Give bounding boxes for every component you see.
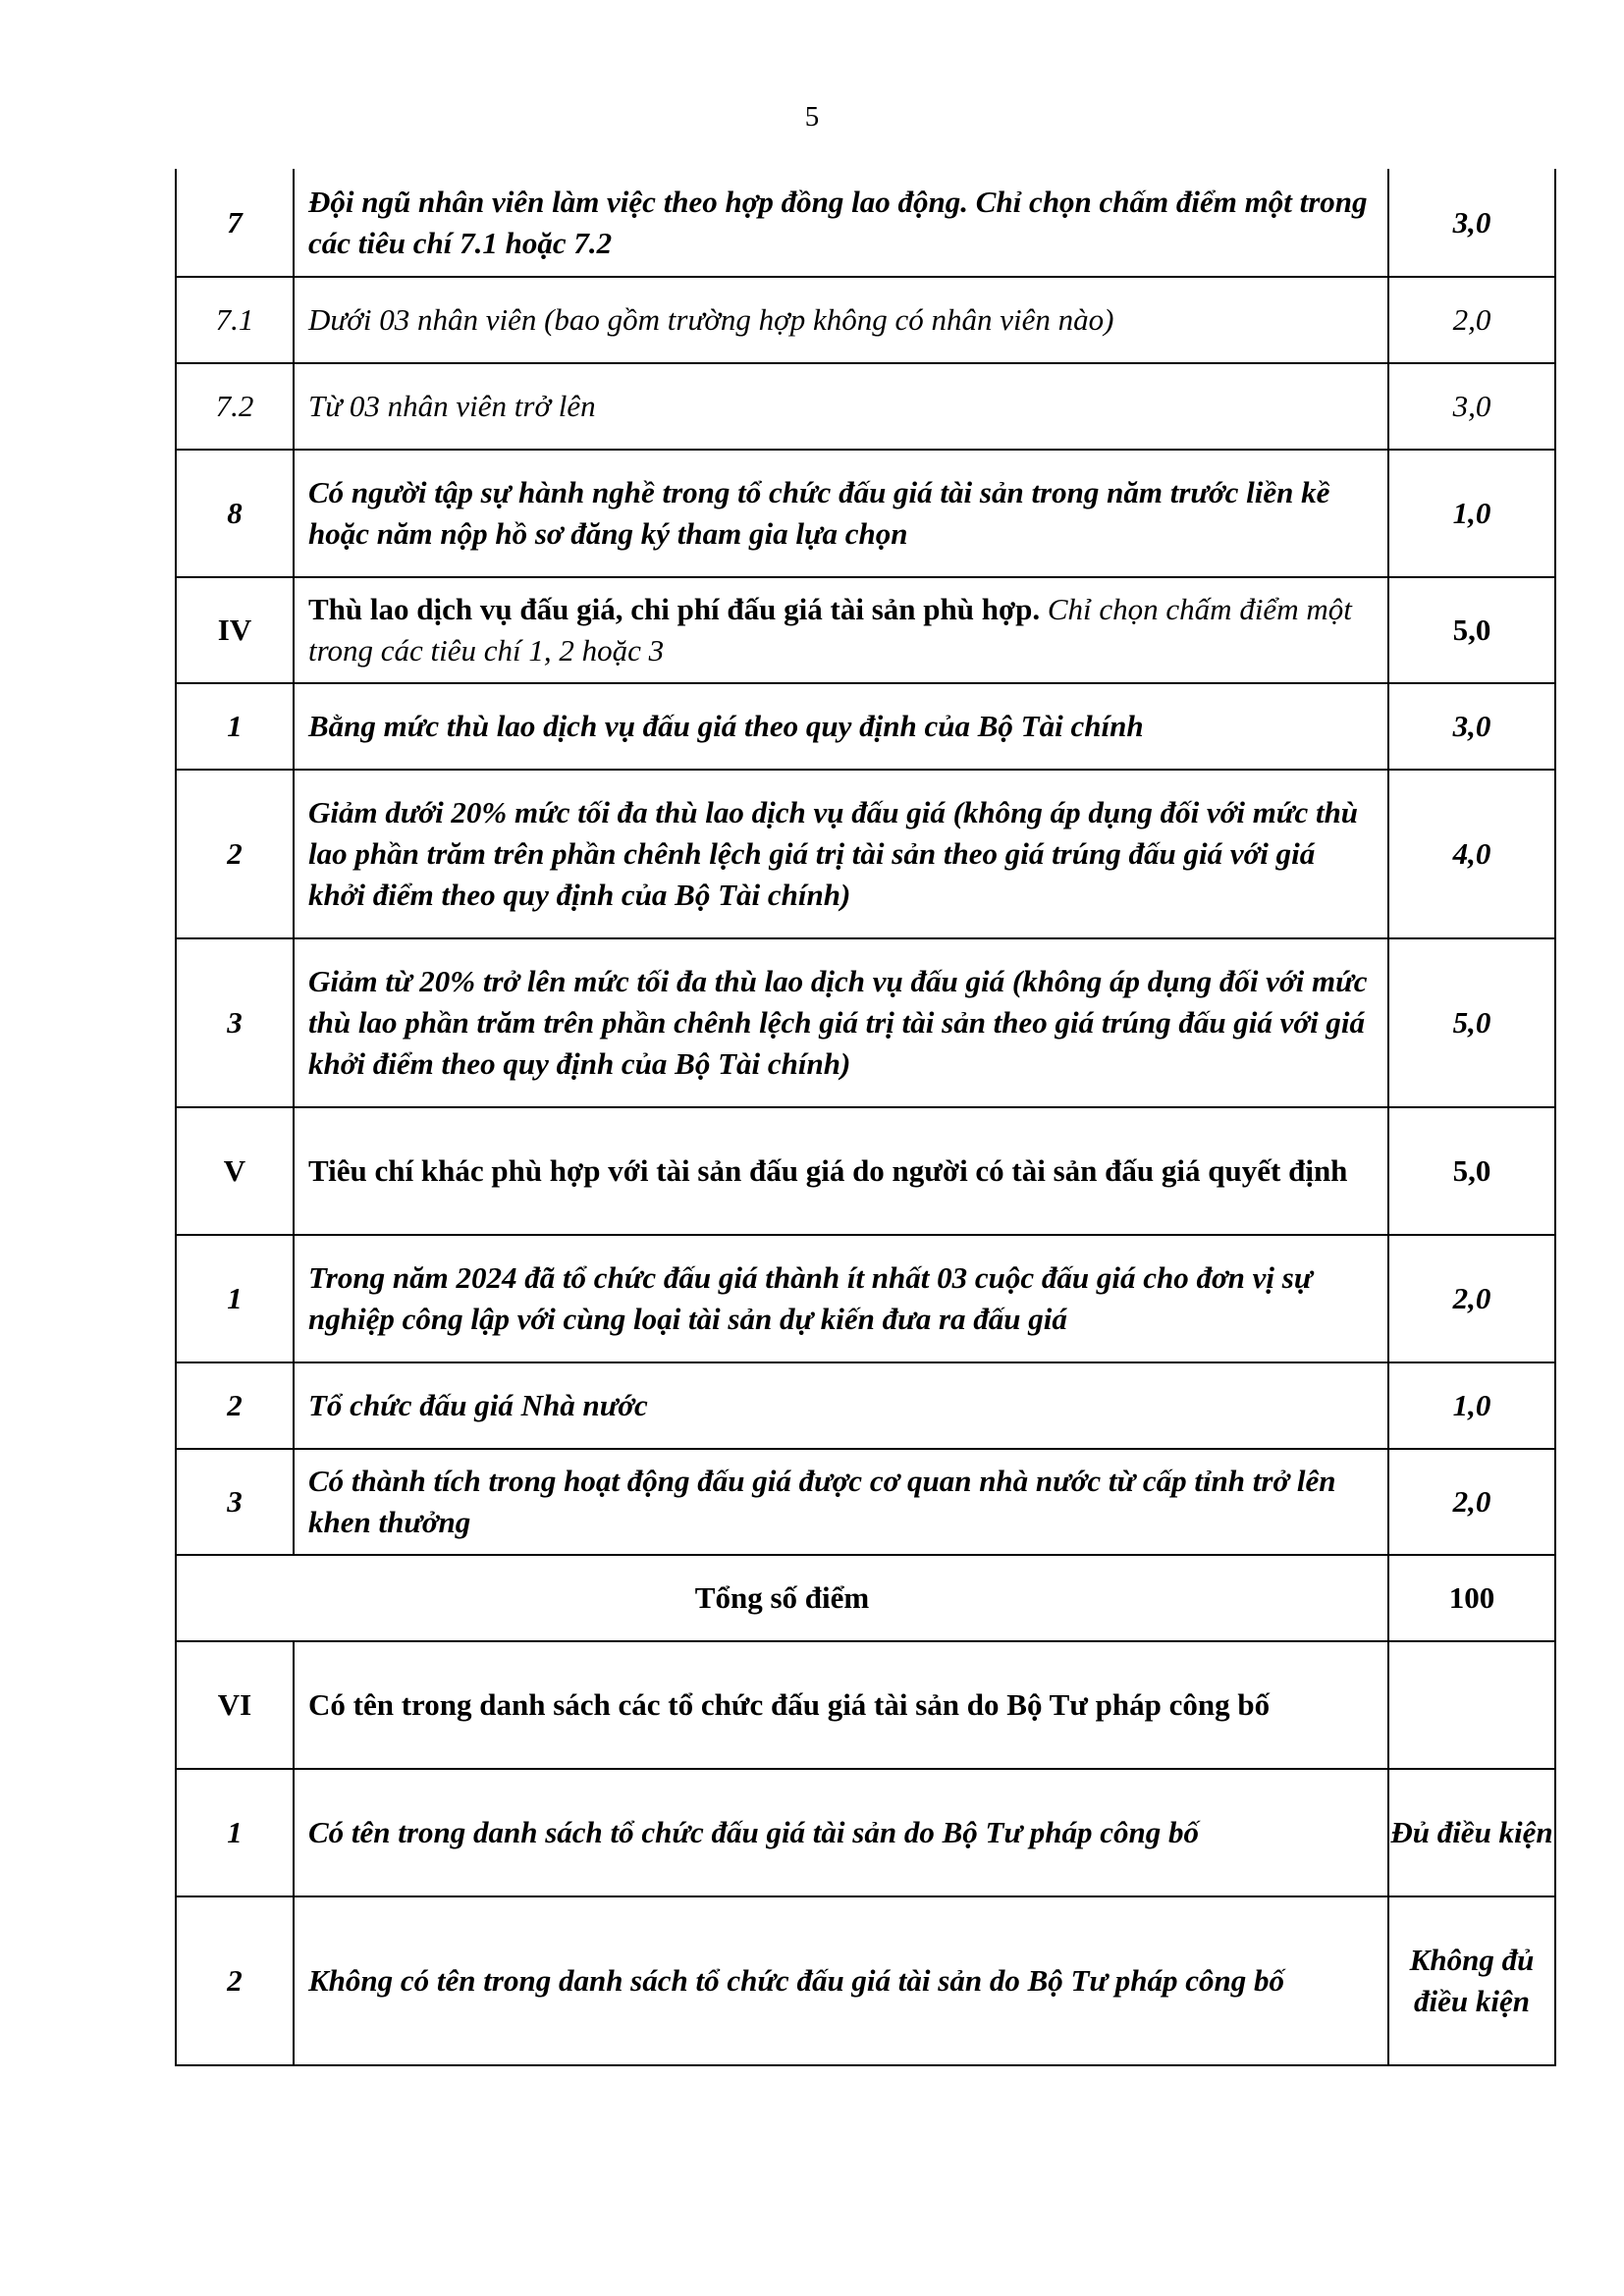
row-criterion: Tổ chức đấu giá Nhà nước [294, 1362, 1388, 1449]
criterion-title: Thù lao dịch vụ đấu giá, chi phí đấu giá tài sản phù hợp. [308, 592, 1041, 626]
table-row [176, 683, 1555, 770]
row-number: 1 [176, 1235, 294, 1362]
table-row [176, 770, 1555, 938]
row-criterion: Có tên trong danh sách tổ chức đấu giá tài sản do Bộ Tư pháp công bố [294, 1769, 1388, 1896]
row-criterion: Có tên trong danh sách các tổ chức đấu giá tài sản do Bộ Tư pháp công bố [294, 1641, 1388, 1769]
criterion-instruction: Chỉ chọn chấm điểm một trong các tiêu chí 1, 2 hoặc 3 [308, 592, 1352, 667]
row-score: 3,0 [1388, 363, 1555, 450]
row-score: Đủ điều kiện [1388, 1769, 1555, 1896]
row-criterion: Không có tên trong danh sách tổ chức đấu giá tài sản do Bộ Tư pháp công bố [294, 1896, 1388, 2065]
table-row [176, 938, 1555, 1107]
row-number: 2 [176, 1896, 294, 2065]
row-criterion: Tiêu chí khác phù hợp với tài sản đấu giá do người có tài sản đấu giá quyết định [294, 1107, 1388, 1235]
table-row [176, 577, 1555, 683]
scoring-criteria-table [175, 169, 1556, 2066]
row-criterion: Giảm dưới 20% mức tối đa thù lao dịch vụ đấu giá (không áp dụng đối với mức thù lao phần trăm trên phần chênh lệch giá trị tài sản theo giá trúng đấu giá với giá khởi điểm theo quy định của Bộ Tài chính) [294, 770, 1388, 938]
row-criterion: Từ 03 nhân viên trở lên [294, 363, 1388, 450]
row-number: 7.1 [176, 277, 294, 363]
row-number: 2 [176, 1362, 294, 1449]
row-score: 5,0 [1388, 577, 1555, 683]
page-number: 5 [804, 101, 820, 133]
table-row [176, 1362, 1555, 1449]
row-score: 4,0 [1388, 770, 1555, 938]
row-score: 2,0 [1388, 1235, 1555, 1362]
row-score [1388, 1641, 1555, 1769]
total-row [176, 1555, 1555, 1641]
table-row [176, 363, 1555, 450]
row-number: 3 [176, 1449, 294, 1555]
row-score: Không đủ điều kiện [1388, 1896, 1555, 2065]
row-number: 8 [176, 450, 294, 577]
row-score: 5,0 [1388, 1107, 1555, 1235]
row-number: V [176, 1107, 294, 1235]
row-number: 1 [176, 683, 294, 770]
row-score: 2,0 [1388, 1449, 1555, 1555]
row-criterion: Giảm từ 20% trở lên mức tối đa thù lao dịch vụ đấu giá (không áp dụng đối với mức thù lao phần trăm trên phần chênh lệch giá trị tài sản theo giá trúng đấu giá với giá khởi điểm theo quy định của Bộ Tài chính) [294, 938, 1388, 1107]
table-row [176, 1896, 1555, 2065]
row-score: 5,0 [1388, 938, 1555, 1107]
row-number: 2 [176, 770, 294, 938]
row-number: 7.2 [176, 363, 294, 450]
row-number: VI [176, 1641, 294, 1769]
total-score: 100 [1388, 1555, 1555, 1641]
table-row [176, 450, 1555, 577]
table-row [176, 169, 1555, 277]
row-criterion: Đội ngũ nhân viên làm việc theo hợp đồng lao động. Chỉ chọn chấm điểm một trong các tiêu chí 7.1 hoặc 7.2 [294, 169, 1388, 277]
table-row [176, 1235, 1555, 1362]
table-row [176, 277, 1555, 363]
row-number: 1 [176, 1769, 294, 1896]
row-number: 3 [176, 938, 294, 1107]
row-criterion: Có người tập sự hành nghề trong tổ chức đấu giá tài sản trong năm trước liền kề hoặc năm nộp hồ sơ đăng ký tham gia lựa chọn [294, 450, 1388, 577]
row-score: 2,0 [1388, 277, 1555, 363]
table-row [176, 1449, 1555, 1555]
row-score: 3,0 [1388, 169, 1555, 277]
row-score: 3,0 [1388, 683, 1555, 770]
row-number: IV [176, 577, 294, 683]
row-criterion: Trong năm 2024 đã tổ chức đấu giá thành ít nhất 03 cuộc đấu giá cho đơn vị sự nghiệp công lập với cùng loại tài sản dự kiến đưa ra đấu giá [294, 1235, 1388, 1362]
row-criterion: Có thành tích trong hoạt động đấu giá được cơ quan nhà nước từ cấp tỉnh trở lên khen thưởng [294, 1449, 1388, 1555]
row-number: 7 [176, 169, 294, 277]
table-row [176, 1641, 1555, 1769]
row-criterion: Dưới 03 nhân viên (bao gồm trường hợp không có nhân viên nào) [294, 277, 1388, 363]
table-row [176, 1107, 1555, 1235]
table-row [176, 1769, 1555, 1896]
row-criterion [294, 577, 1388, 683]
row-score: 1,0 [1388, 1362, 1555, 1449]
row-score: 1,0 [1388, 450, 1555, 577]
total-label: Tổng số điểm [176, 1555, 1388, 1641]
row-criterion: Bằng mức thù lao dịch vụ đấu giá theo quy định của Bộ Tài chính [294, 683, 1388, 770]
